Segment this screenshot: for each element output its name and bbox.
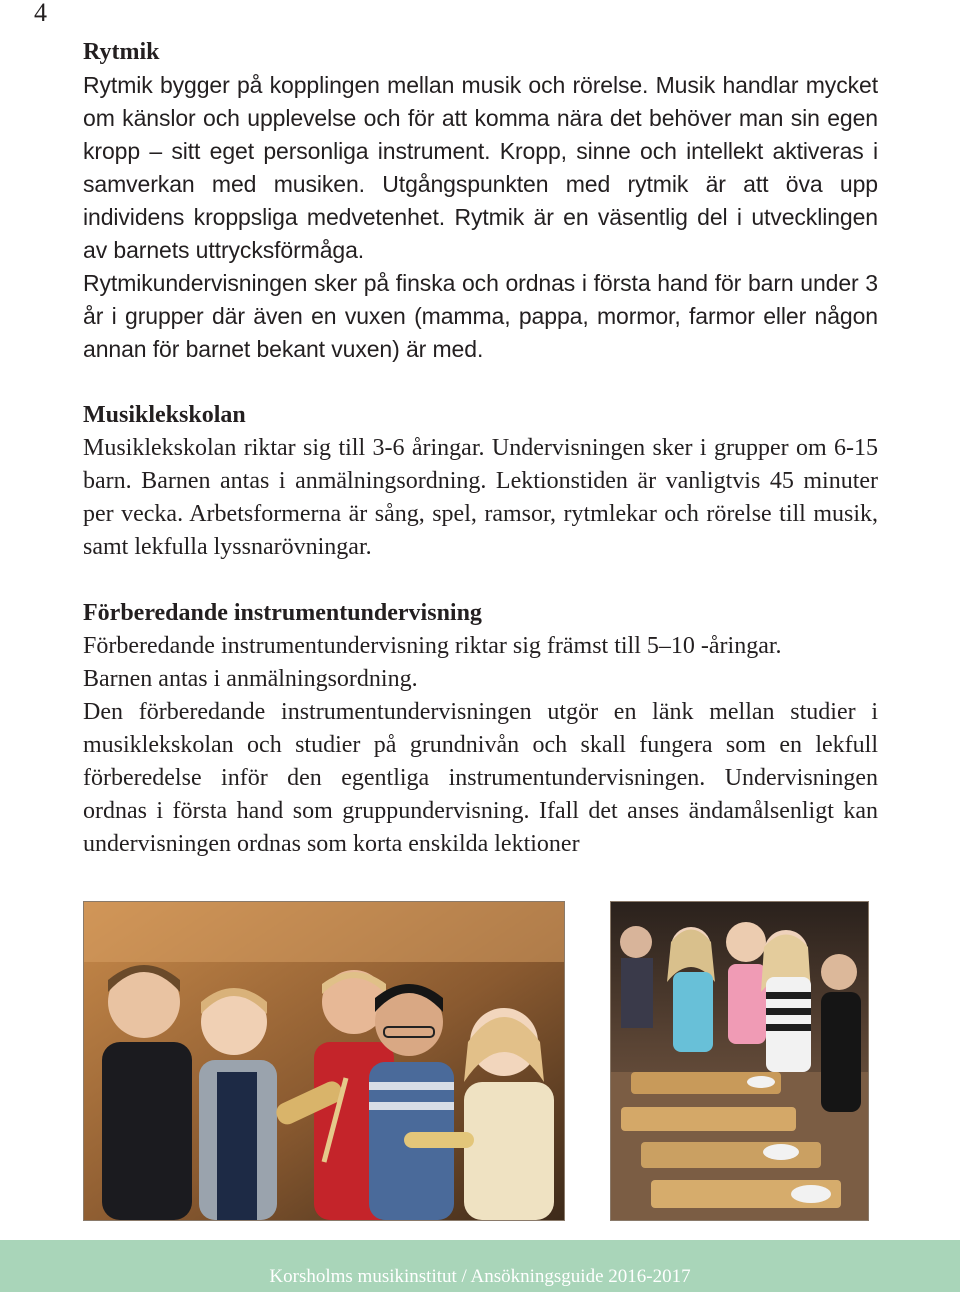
section-heading-forberedande: Förberedande instrumentundervisning — [83, 600, 482, 626]
rytmik-paragraph-1: Rytmik bygger på kopplingen mellan musik och rörelse. Musik handlar mycket om känslor och upplevelse och för att komma nära det behöver man sin egen kropp – sitt eget personliga instrument. Kropp, sinne och intellekt aktiveras i samverkan med musiken. Utgångspunkten med rytmik är att öva upp individens kroppsliga medvetenhet. Rytmik är en väsentlig del i utvecklingen av barnets uttrycksförmåga. — [83, 72, 878, 263]
musiklekskolan-paragraph: Musiklekskolan riktar sig till 3-6 åringar. Undervisningen sker i grupper om 6-15 barn. Barnen antas i anmälningsordning. Lektionstiden är vanligtvis 45 minuter per vecka. Arbetsformerna är sång, spel, ramsor, rytmlekar och rörelse till musik, samt lekfulla lyssnarövningar. — [83, 435, 878, 560]
photo-children-singing — [83, 901, 565, 1221]
forberedande-paragraph-2: Barnen antas i anmälningsordning. — [83, 666, 418, 692]
rytmik-paragraph-2: Rytmikundervisningen sker på finska och ordnas i första hand för barn under 3 år i grupper där även en vuxen (mamma, pappa, mormor, farmor eller någon annan för barnet bekant vuxen) är med. — [83, 270, 878, 362]
main-content — [83, 36, 878, 861]
forberedande-paragraph-1: Förberedande instrumentundervisning riktar sig främst till 5–10 -åringar. — [83, 633, 782, 659]
section-heading-musiklekskolan: Musiklekskolan — [83, 402, 246, 428]
footer-text: Korsholms musikinstitut / Ansökningsguide 2016-2017 — [269, 1266, 691, 1287]
section-heading-rytmik: Rytmik — [83, 39, 160, 65]
forberedande-paragraph-3: Den förberedande instrumentundervisningen utgör en länk mellan studier i musiklekskolan och studier på grundnivån och skall fungera som en lekfull förberedelse inför den egentliga instrumentundervisningen. Undervisningen ordnas i första hand som gruppundervisning. Ifall det anses ändamålsenligt kan undervisningen ordnas som korta enskilda lektioner — [83, 699, 878, 857]
page-number: 4 — [34, 0, 47, 27]
photo-children-playing-kantele — [610, 901, 869, 1221]
